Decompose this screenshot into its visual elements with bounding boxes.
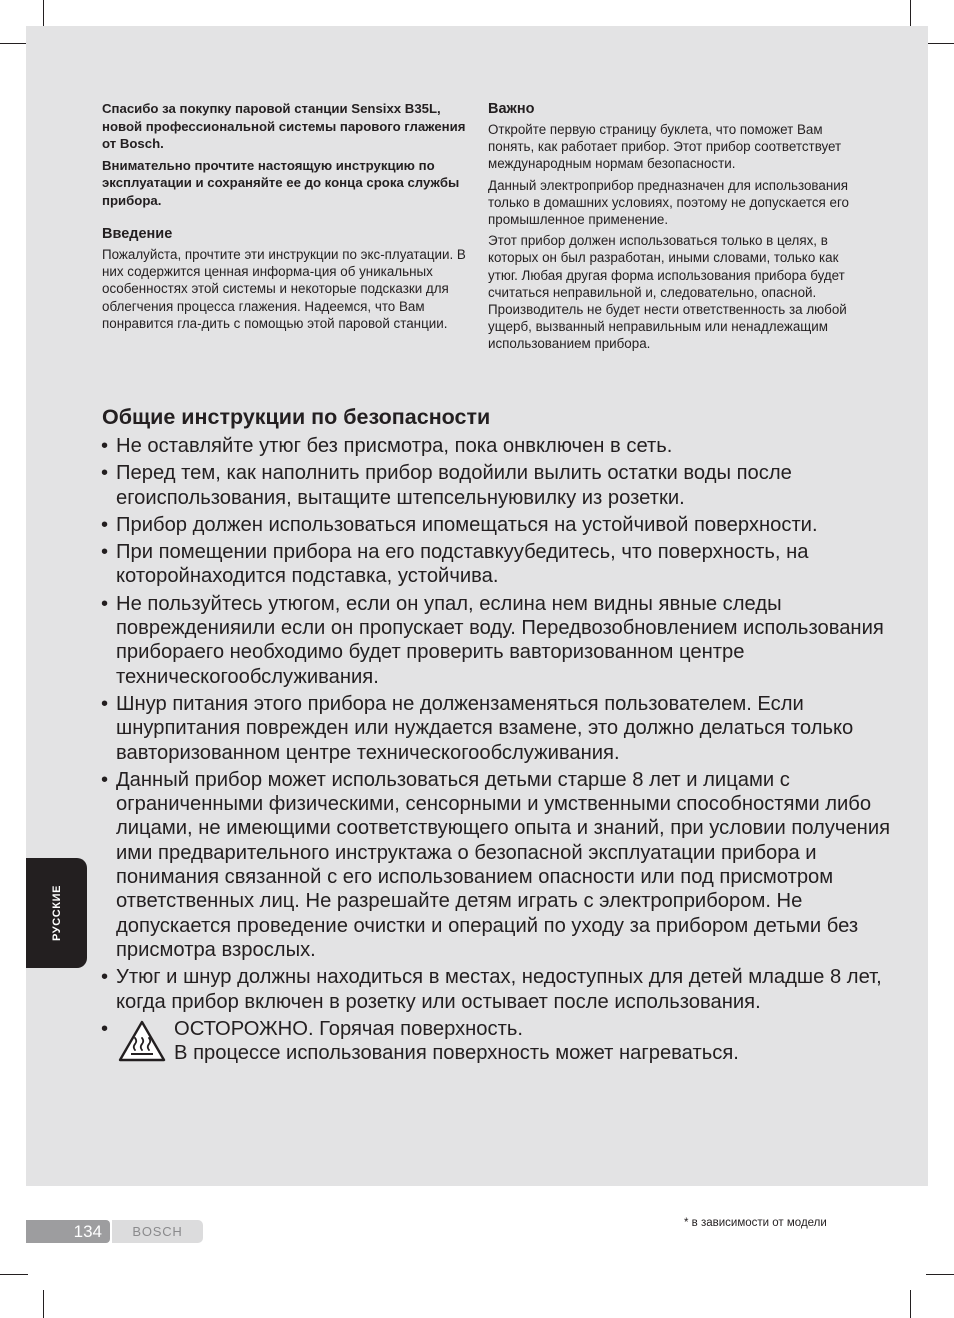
safety-list bbox=[102, 434, 892, 1068]
bullet-mark: • bbox=[101, 768, 109, 791]
list-item bbox=[102, 692, 892, 765]
warning-line-2: В процессе использования поверхность может нагреваться. bbox=[174, 1042, 739, 1065]
bullet-mark: • bbox=[101, 462, 109, 485]
list-item-text: При помещении прибора на его подставкуубедитесь, что поверхность, на которойнаходится подставка, устойчива. bbox=[116, 541, 809, 588]
important-title: Важно bbox=[488, 101, 535, 117]
list-item-text: Утюг и шнур должны находиться в местах, недоступных для детей младше 8 лет, когда прибор включен в розетку или остывает после использования. bbox=[116, 966, 882, 1013]
hot-surface-warning-icon bbox=[118, 1020, 166, 1062]
list-item bbox=[102, 965, 892, 1014]
list-item-text: Шнур питания этого прибора не должензаменяться пользователем. Если шнурпитания поврежден или нуждается взамене, это должно делаться только вавторизованном центре техническогообслуживания. bbox=[116, 692, 854, 764]
crop-mark bbox=[926, 43, 954, 44]
intro-column bbox=[102, 100, 468, 336]
crop-mark bbox=[43, 1290, 44, 1318]
bullet-mark: • bbox=[101, 692, 109, 715]
crop-mark bbox=[43, 0, 44, 28]
important-paragraph: Этот прибор должен использоваться только в целях, в которых он был разработан, иными словами, только как утюг. Любая другая форма использования прибора будет считаться неправильной и, следовательно, опасной. Производитель не будет нести ответственность за любой ущерб, вызванный неправильным или ненадлежащим использованием прибора. bbox=[488, 233, 847, 352]
list-item bbox=[102, 540, 892, 589]
safety-heading: Общие инструкции по безопасности bbox=[102, 405, 491, 429]
bullet-mark: • bbox=[101, 1017, 109, 1040]
list-item bbox=[102, 592, 892, 689]
page-number: 134 bbox=[26, 1220, 110, 1243]
list-item bbox=[102, 461, 892, 510]
warning-item bbox=[102, 1017, 892, 1066]
list-item bbox=[102, 768, 892, 962]
warning-text bbox=[174, 1017, 739, 1066]
crop-mark bbox=[0, 43, 28, 44]
footnote: * в зависимости от модели bbox=[684, 1217, 827, 1229]
important-paragraph: Данный электроприбор предназначен для использования только в домашних условиях, поэтому не допускается его промышленное применение. bbox=[488, 177, 850, 228]
crop-mark bbox=[910, 1290, 911, 1318]
crop-mark bbox=[910, 0, 911, 28]
language-tab-label: РУССКИЕ bbox=[50, 884, 63, 942]
bullet-mark: • bbox=[101, 435, 109, 457]
warning-row bbox=[116, 1017, 892, 1066]
bullet-mark: • bbox=[101, 513, 109, 536]
bullet-mark: • bbox=[101, 592, 109, 615]
intro-thanks: Спасибо за покупку паровой станции Sensixx B35L, новой профессиональной системы парового глажения от Bosch. bbox=[102, 101, 466, 151]
brand-label: BOSCH bbox=[112, 1220, 203, 1243]
list-item bbox=[102, 434, 892, 458]
list-item-text: Не оставляйте утюг без присмотра, пока онвключен в сеть. bbox=[116, 435, 673, 457]
crop-mark bbox=[0, 1274, 28, 1275]
important-column bbox=[488, 100, 858, 357]
list-item-text: Перед тем, как наполнить прибор водойили вылить остатки воды после егоиспользования, вытащите штепсельнуювилку из розетки. bbox=[116, 462, 792, 509]
important-paragraph: Откройте первую страницу буклета, что поможет Вам понять, как работает прибор. Этот прибор соответствует международным нормам безопасности. bbox=[488, 122, 842, 172]
intro-section-text: Пожалуйста, прочтите эти инструкции по экс-плуатации. В них содержится ценная информа-ция об уникальных особенностях этой системы и некоторые подсказки для облегчения процесса глажения. Надеемся, что Вам понравится гла-дить с помощью этой паровой станции. bbox=[102, 247, 466, 331]
crop-mark bbox=[926, 1274, 954, 1275]
list-item-text: Не пользуйтесь утюгом, если он упал, еслина нем видны явные следы поврежденияили если он пропускает воду. Передвозобновлением использования прибораего необходимо будет проверить вавторизованном центре техническогообслуживания. bbox=[116, 592, 884, 688]
language-tab bbox=[26, 858, 87, 968]
intro-read-carefully: Внимательно прочтите настоящую инструкцию по эксплуатации и сохраняйте ее до конца срока службы прибора. bbox=[102, 157, 460, 208]
bullet-mark: • bbox=[101, 541, 109, 564]
bullet-mark: • bbox=[101, 966, 109, 989]
list-item-text: Прибор должен использоваться ипомещаться на устойчивой поверхности. bbox=[116, 513, 818, 536]
intro-section-title: Введение bbox=[102, 226, 173, 242]
warning-line-1: ОСТОРОЖНО. Горячая поверхность. bbox=[174, 1017, 524, 1040]
list-item-text: Данный прибор может использоваться детьми старше 8 лет и лицами с ограниченными физическими, сенсорными и умственными способностями либо лицами, не имеющими соответствующего опыта и знаний, при условии получения ими предварительного инструктажа о безопасной эксплуатации прибора и понимания связанной с его использованием опасности или под присмотром ответственных лиц. Не разрешайте детям играть с электроприбором. Не допускается проведение очистки и операций по уходу за прибором детьми без присмотра взрослых. bbox=[116, 768, 891, 961]
list-item bbox=[102, 513, 892, 537]
